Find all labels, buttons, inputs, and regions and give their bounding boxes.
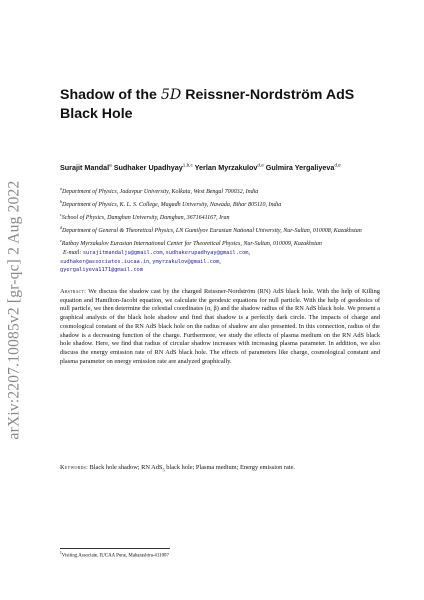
footnote — [60, 550, 380, 560]
keywords-text-before: Black hole shadow; RN AdS — [89, 464, 163, 471]
email-link[interactable]: gyergaliyeva1171@gmail.com — [60, 267, 143, 274]
keywords-section — [60, 464, 380, 475]
footnote-text: Visiting Associate, IUCAA Pune, Maharashtra-411007 — [61, 553, 169, 559]
author-item — [114, 163, 195, 172]
author-item — [266, 163, 341, 172]
arxiv-identifier-stamp — [2, 160, 26, 460]
paper-title — [60, 86, 380, 124]
affiliation-text: Department of General & Theoretical Physics, LN Gumilyov Eurasian National University, Nur-Sultan, 010008, Kazakhstan — [62, 227, 362, 234]
author-affiliation-marks: d,e — [334, 163, 341, 168]
email-block: E-mail: surajitmandalju@gmail.com, sudhakerupadhyay@gmail.com, sudhaker@associates.iucaa.in, ymyrzakulov@gmail.com, gyergaliyeva1171@gmail.com — [60, 250, 250, 274]
affiliations-block — [60, 185, 380, 274]
affiliation-item — [60, 211, 380, 222]
affiliation-item — [60, 224, 380, 235]
author-name: Gulmira Yergaliyeva — [265, 163, 335, 173]
affiliation-mark: b — [60, 198, 62, 204]
email-link[interactable]: sudhaker@associates.iucaa.in — [60, 258, 150, 265]
affiliation-item — [60, 198, 380, 209]
keywords-subscript: 5 — [162, 467, 165, 473]
author-name: Sudhaker Upadhyay — [113, 163, 183, 173]
abstract-label: Abstract: — [60, 288, 87, 295]
author-item — [195, 163, 266, 172]
abstract-text: We discuss the shadow cast by the charged Reissner-Nordström (RN) AdS black hole. With the help of Killing equation and Hamilton-Jacobi equation, we calculate the geodesic equations for null particle. With the help of geodesics of null particle, we then determine the celestial coordinates (α, β) and the shadow radius of the RN AdS black hole. We present a graphical analysis of the black hole shadow and find that shadow is a perfectly dark circle. The impacts of charge and cosmological constant of the RN AdS black hole on the radius of shadow are also presented. In this connection, radius of the shadow is a decreasing function of the charge. Furthermore, we study the effects of plasma medium on the RN AdS black hole shadow. Here, we find that radius of circular shadow increases with increasing plasma parameter. In addition, we also discuss the energy emission rate of RN AdS black hole. The effects of parameters like charge, cosmological constant and plasma parameter on energy emission rate are analyzed graphically. — [60, 288, 380, 365]
affiliation-mark: e — [60, 237, 62, 243]
email-label: E-mail: — [63, 250, 82, 257]
keywords-text-after: black hole; Plasma medium; Energy emission rate. — [164, 464, 295, 471]
affiliation-text: Department of Physics, Jadavpur University, Kolkata, West Bengal 700032, India — [62, 189, 259, 195]
author-name: Yerlan Myrzakulov — [194, 163, 258, 173]
affiliation-item — [60, 185, 380, 196]
email-link[interactable]: sudhakerupadhyay@gmail.com — [165, 250, 249, 257]
email-link[interactable]: ymyrzakulov@gmail.com — [152, 258, 220, 265]
author-affiliation-marks: a — [109, 163, 112, 168]
footnote-mark: 1 — [60, 551, 62, 555]
arxiv-identifier-text: arXiv:2207.10085v2 [gr-qc] 2 Aug 2022 — [5, 180, 22, 440]
affiliation-item — [60, 237, 380, 248]
abstract-section — [60, 288, 380, 366]
footnote-rule — [60, 548, 170, 549]
affiliation-mark: a — [60, 186, 62, 191]
author-item — [60, 163, 114, 172]
author-affiliation-marks: d,e — [257, 163, 264, 168]
keywords-label: Keywords: — [60, 464, 88, 471]
affiliation-mark: d — [60, 224, 62, 230]
author-list — [60, 160, 380, 173]
affiliation-text: School of Physics, Damghan University, Damghan, 3671641167, Iran — [61, 214, 230, 221]
affiliation-mark: c — [60, 211, 62, 217]
affiliation-text: Department of Physics, K. L. S. College, Magadh University, Nawada, Bihar 805110, India — [62, 201, 282, 208]
author-affiliation-marks: 1,b,c — [182, 163, 193, 168]
email-link[interactable]: surajitmandalju@gmail.com — [82, 250, 163, 257]
title-suffix: Reissner-Nordström AdS Black Hole — [60, 87, 355, 122]
affiliation-text: Ratbay Myrzakulov Eurasian International Center for Theoretical Physics, Nur-Sultan, 010009, Kazakhstan — [61, 240, 322, 247]
title-prefix: Shadow of the — [60, 87, 161, 103]
title-math-dimension: 5D — [160, 87, 182, 103]
author-name: Surajit Mandal — [60, 163, 110, 173]
